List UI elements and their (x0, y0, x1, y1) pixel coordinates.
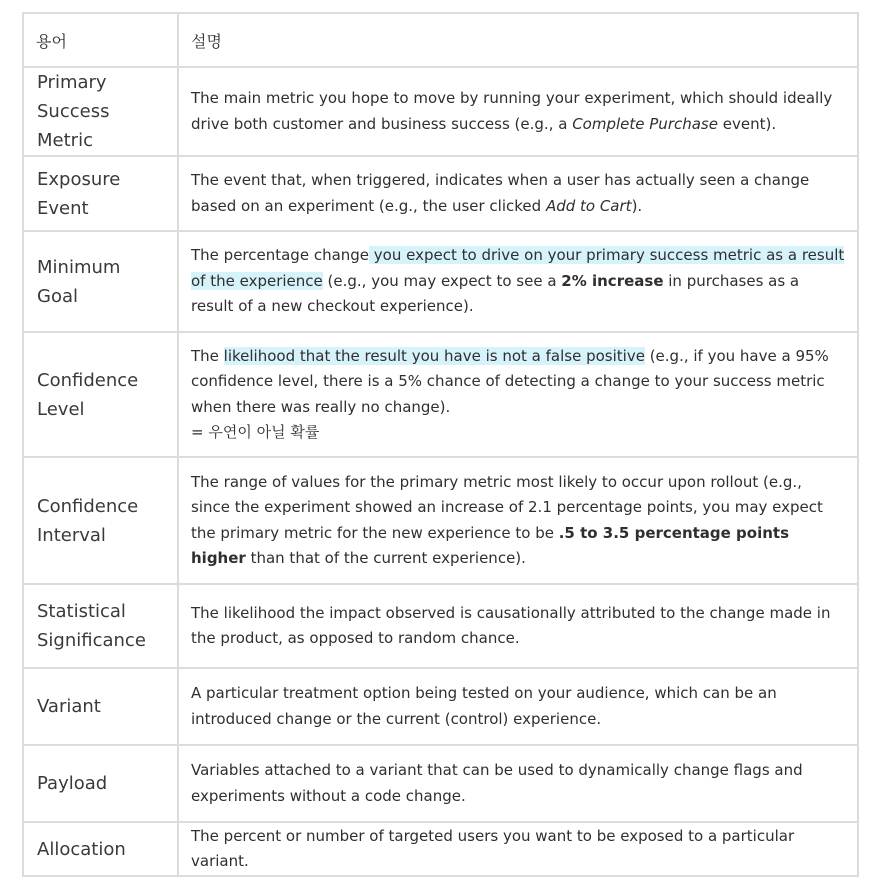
term-cell (23, 668, 178, 745)
term-cell (23, 67, 178, 156)
term-minimum-goal: Minimum Goal (37, 256, 121, 307)
description-text: (e.g., you may expect to see a (322, 271, 562, 290)
term-cell (23, 231, 178, 332)
description-cell (178, 156, 858, 231)
description-text: The main metric you hope to move by running your experiment, which should ideally drive both customer and business success (e.g., a (191, 89, 833, 133)
description-text: The percent or number of targeted users you want to be exposed to a particular variant. (191, 826, 795, 870)
highlighted-text: likelihood that the result you have is not a false positive (223, 346, 645, 365)
description-cell (178, 745, 858, 822)
table-row (23, 668, 858, 745)
description-cell (178, 822, 858, 876)
term-primary-success-metric: Primary Success Metric (37, 72, 110, 151)
description-cell (178, 584, 858, 668)
description-cell (178, 231, 858, 332)
term-cell (23, 745, 178, 822)
description-text: The event that, when triggered, indicates when a user has actually seen a change based on an experiment (e.g., the user clicked (191, 171, 810, 215)
term-allocation: Allocation (37, 838, 126, 860)
term-exposure-event: Exposure Event (37, 168, 121, 219)
term-cell (23, 822, 178, 876)
description-text: A particular treatment option being tested on your audience, which can be an introduced change or the current (control) experience. (191, 684, 777, 728)
table-row (23, 231, 858, 332)
glossary-table (22, 12, 859, 877)
description-cell (178, 332, 858, 457)
description-text: than that of the current experience). (245, 549, 526, 567)
description-italic: Complete Purchase (572, 114, 718, 133)
term-cell (23, 332, 178, 457)
description-cell (178, 67, 858, 156)
bold-text: .5 to 3.5 percentage points higher (191, 523, 790, 567)
description-text: ). (631, 196, 643, 215)
table-header-row (23, 13, 858, 67)
term-variant: Variant (37, 696, 101, 717)
description-text: in purchases as a result of a new checkout experience). (191, 271, 800, 316)
description-text: The likelihood the impact observed is causationally attributed to the change made in the product, as opposed to random chance. (191, 603, 831, 647)
term-cell (23, 584, 178, 668)
description-cell (178, 668, 858, 745)
column-header-description: 설명 (178, 13, 858, 67)
description-text: (e.g., if you have a 95% confidence level, there is a 5% chance of detecting a change to your success metric when there was really no change). (191, 346, 829, 416)
bold-text: 2% increase (561, 271, 664, 290)
description-cell (178, 457, 858, 584)
description-text: The range of values for the primary metric most likely to occur upon rollout (e.g., since the experiment showed an increase of 2.1 percentage points, you may expect the primary metric for the new experience to be (191, 472, 823, 542)
table-row (23, 457, 858, 584)
table-row (23, 332, 858, 457)
term-confidence-level: Confidence Level (37, 369, 139, 420)
description-text: The percentage change (191, 246, 370, 265)
term-cell (23, 457, 178, 584)
table-row (23, 67, 858, 156)
column-header-term: 용어 (23, 13, 178, 67)
term-cell (23, 156, 178, 231)
table-row (23, 745, 858, 822)
term-statistical-significance: Statistical Significance (37, 601, 146, 651)
description-italic: Add to Cart (545, 196, 632, 215)
korean-note: = 우연이 아닐 확률 (191, 423, 320, 441)
table-row (23, 822, 858, 876)
table-row (23, 156, 858, 231)
highlighted-text: you expect to drive on your primary success metric as a result of the experience (191, 246, 845, 290)
table-row (23, 584, 858, 668)
description-text: Variables attached to a variant that can be used to dynamically change flags and experiments without a code change. (191, 761, 803, 805)
term-payload: Payload (37, 773, 108, 794)
description-text: event). (717, 114, 777, 133)
term-confidence-interval: Confidence Interval (37, 495, 139, 546)
description-text: The (191, 346, 224, 365)
